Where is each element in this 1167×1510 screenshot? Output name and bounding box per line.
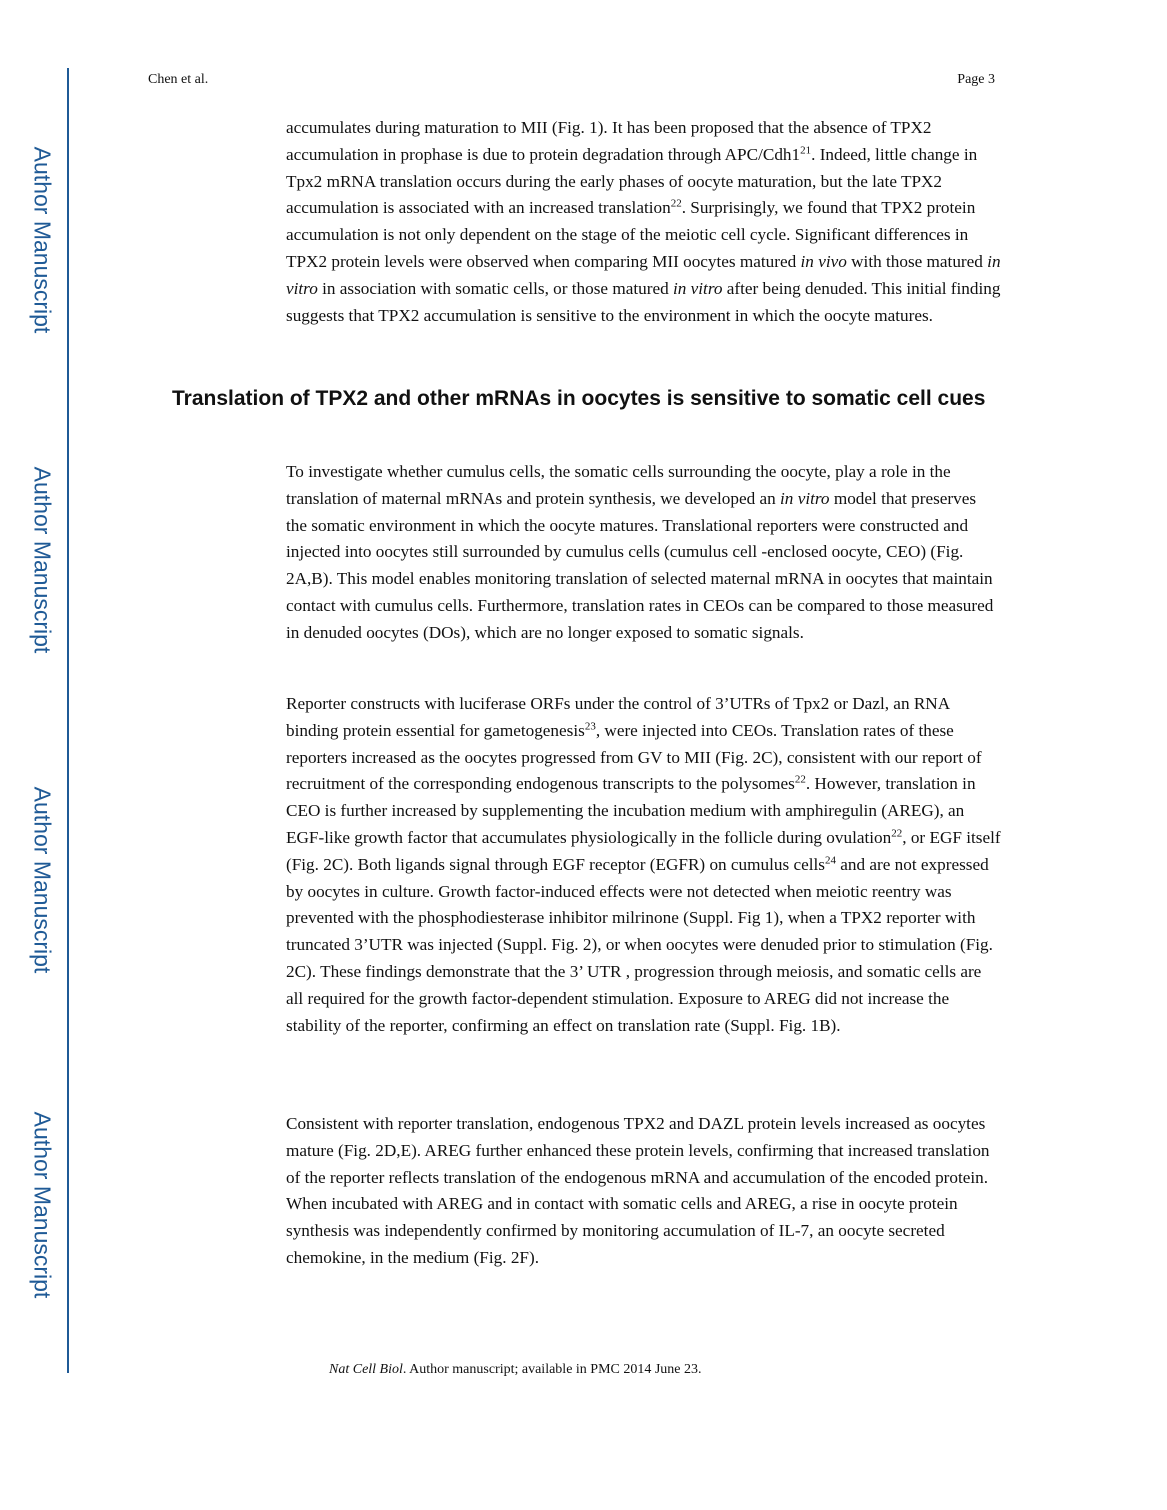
paragraph: To investigate whether cumulus cells, the somatic cells surrounding the oocyte, play a role in the translation of maternal mRNAs and protein synthesis, we developed an in vitro model that preserves the somatic environment in which the oocyte matures. Translational reporters were constructed and injected into oocytes still surrounded by cumulus cells (cumulus cell -enclosed oocyte, CEO) (Fig. 2A,B). This model enables monitoring translation of selected maternal mRNA in oocytes that maintain contact with cumulus cells. Furthermore, translation rates in CEOs can be compared to those measured in denuded oocytes (DOs), which are no longer exposed to somatic signals. <box>286 462 994 642</box>
italic-term: in vitro <box>286 251 1001 298</box>
paragraph: accumulates during maturation to MII (Fig. 1). It has been proposed that the absence of TPX2 accumulation in prophase is due to protein degradation through APC/$Cdh1^{21}$. Indeed, little change in Tpx2 mRNA translation occurs during the early phases of oocyte maturation, but the late TPX2 accumulation is associated with an increased translation$^{22}$. Surprisingly, we found that TPX2 protein accumulation is not only dependent on the stage of the meiotic cell cycle. Significant differences in TPX2 protein levels were observed when comparing MII oocytes matured in vivo with those matured in vitro in association with somatic cells, or those matured in vitro after being denuded. This initial finding suggests that TPX2 accumulation is sensitive to the environment in which the oocyte matures. <box>286 118 1001 325</box>
citation-ref: 22 <box>670 197 682 210</box>
footer-citation: Nat Cell Biol. Author manuscript; available in PMC 2014 June 23. <box>329 1362 702 1377</box>
author-manuscript-label: Author Manuscript <box>29 466 56 654</box>
journal-name: Nat Cell Biol <box>329 1362 403 1377</box>
citation-ref: 23 <box>584 720 596 733</box>
citation-ref: 21 <box>800 144 812 157</box>
page-number: Page 3 <box>957 72 995 87</box>
paragraph: Consistent with reporter translation, endogenous TPX2 and DAZL protein levels increased as oocytes mature (Fig. 2D,E). AREG further enhanced these protein levels, confirming that increased translation of the reporter reflects translation of the endogenous mRNA and accumulation of the encoded protein. When incubated with AREG and in contact with somatic cells and AREG, a rise in oocyte protein synthesis was independently confirmed by monitoring accumulation of IL-7, an oocyte secreted chemokine, in the medium (Fig. 2F). <box>286 1114 990 1267</box>
citation-ref: 22 <box>794 773 806 786</box>
author-manuscript-label: Author Manuscript <box>29 146 56 334</box>
citation-ref: 22 <box>891 827 903 840</box>
author-manuscript-label: Author Manuscript <box>29 1111 56 1299</box>
running-header-authors: Chen et al. <box>148 72 209 87</box>
italic-term: in vivo <box>800 251 847 271</box>
citation-ref: 24 <box>824 854 836 867</box>
margin-rule <box>67 68 69 1373</box>
italic-term: in vitro <box>780 488 830 508</box>
section-heading: Translation of TPX2 and other mRNAs in oocytes is sensitive to somatic cell cues <box>172 387 986 410</box>
italic-term: in vitro <box>672 278 723 298</box>
author-manuscript-label: Author Manuscript <box>29 786 56 974</box>
paragraph: Reporter constructs with luciferase ORFs under the control of 3’UTRs of Tpx2 or Dazl, an RNA binding protein essential for gametogenesis$^{23}$, were injected into CEOs. Translation rates of these reporters increased as the oocytes progressed from GV to MII (Fig. 2C), consistent with our report of recruitment of the corresponding endogenous transcripts to the polysomes$^{22}$. However, translation in CEO is further increased by supplementing the incubation medium with amphiregulin (AREG), an EGF-like growth factor that accumulates physiologically in the follicle during ovulation$^{22}$, or EGF itself (Fig. 2C). Both ligands signal through EGF receptor (EGFR) on cumulus cells$^{24}$ and are not expressed by oocytes in culture. Growth factor-induced effects were not detected when meiotic reentry was prevented with the phosphodiesterase inhibitor milrinone (Suppl. Fig 1), when a TPX2 reporter with truncated 3’UTR was injected (Suppl. Fig. 2), or when oocytes were denuded prior to stimulation (Fig. 2C). These findings demonstrate that the 3’ UTR , progression through meiosis, and somatic cells are all required for the growth factor-dependent stimulation. Exposure to AREG did not increase the stability of the reporter, confirming an effect on translation rate (Suppl. Fig. 1B). <box>286 694 1001 1035</box>
